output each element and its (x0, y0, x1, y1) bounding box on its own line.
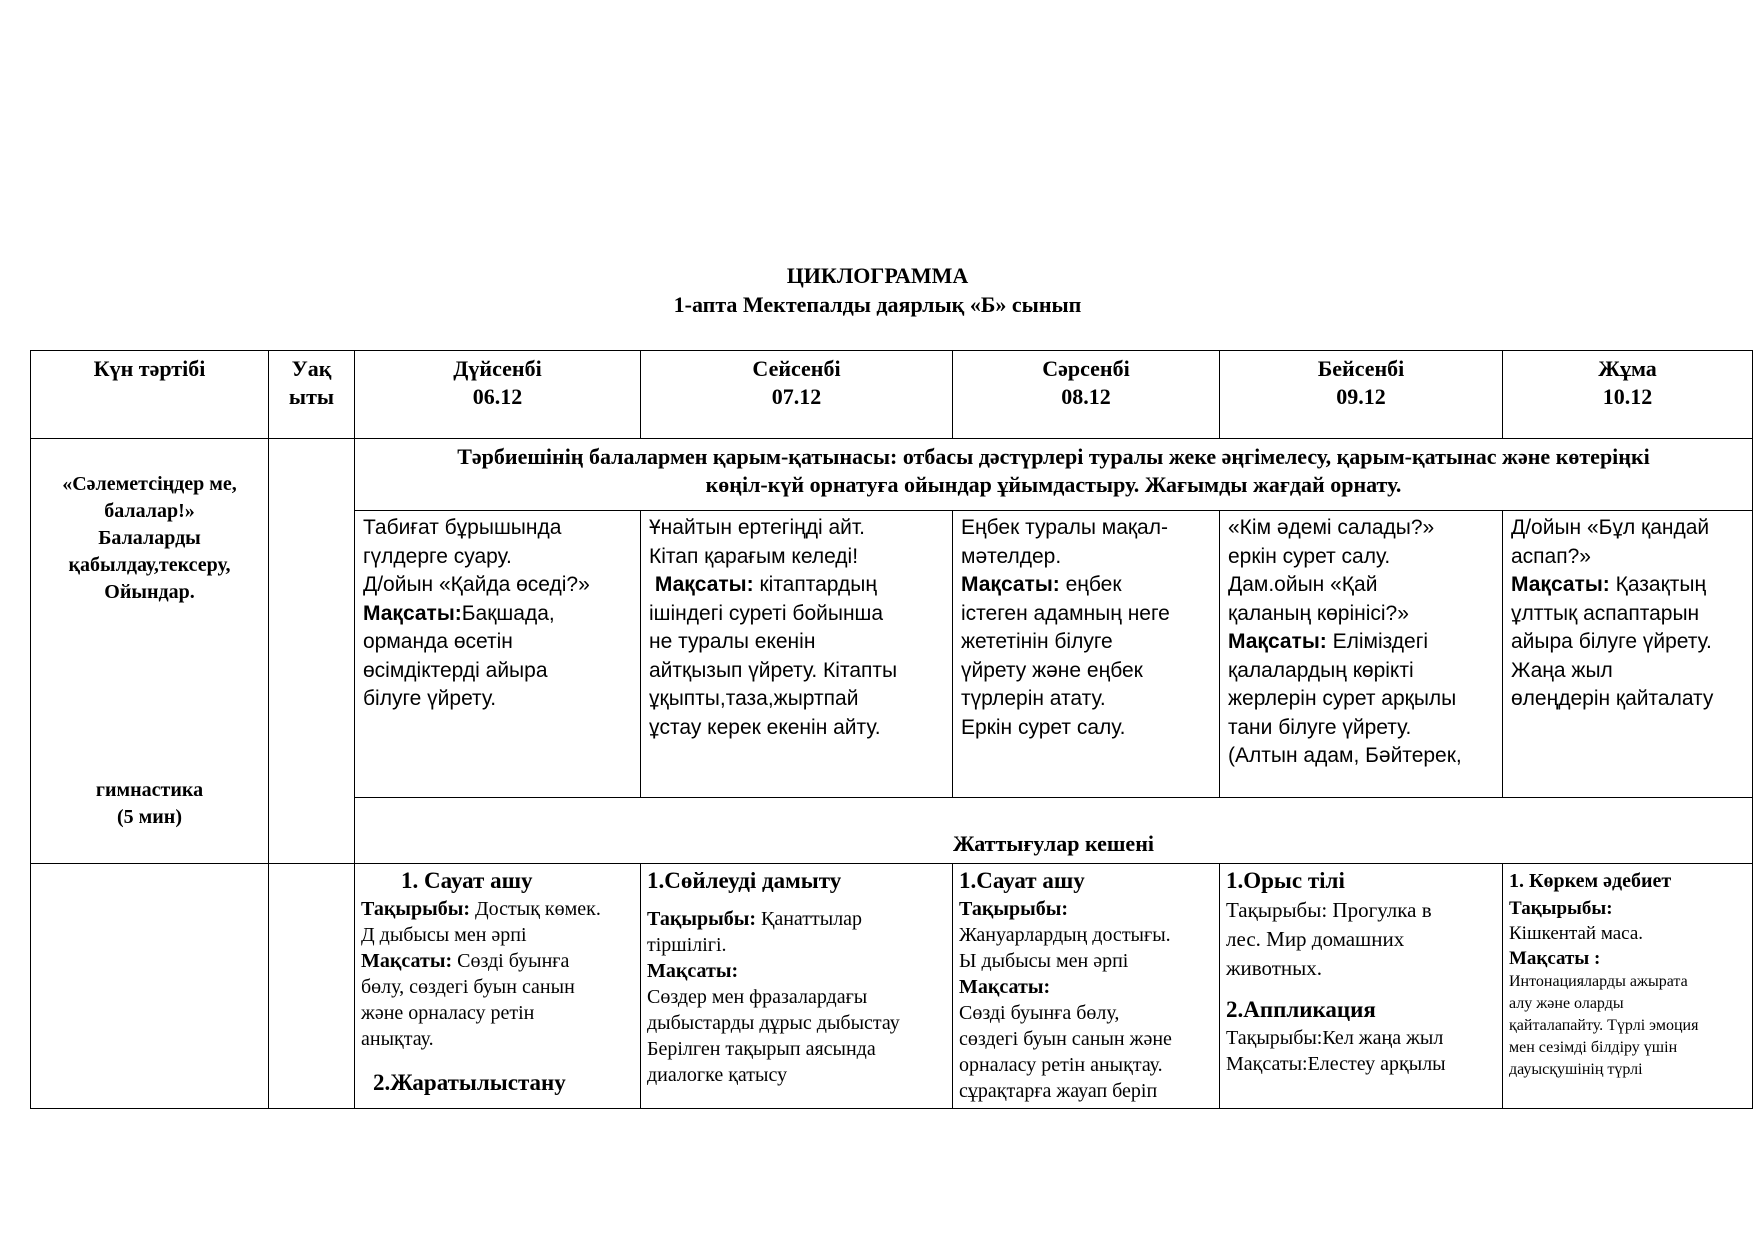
time-cell-lessons (269, 864, 355, 1109)
header-thursday: Бейсенбі 09.12 (1220, 351, 1503, 439)
lessons-row (31, 864, 1753, 1109)
cyclogram-table (30, 350, 1753, 1109)
activity-friday: Д/ойын «Бұл қандай аспап?» Мақсаты: Қазақтың ұлттық аспаптарын айыра білуге үйрету. Жаңа жыл өлеңдерін қайталату (1503, 511, 1753, 798)
lessons-wednesday: 1.Сауат ашу Тақырыбы: Жануарлардың достығы. Ы дыбысы мен әрпі Мақсаты: Сөзді буынға бөлу, сөздегі буын санын және орналасу ретін анықтау. сұрақтарға жауап беріп (953, 864, 1220, 1109)
routine-cell-morning: «Сәлеметсіңдер ме, балалар!» Балаларды қабылдау,тексеру, Ойындар. гимнастика (5 мин) (31, 439, 269, 864)
activity-monday: Табиғат бұрышында гүлдерге суару. Д/ойын «Қайда өседі?» Мақсаты:Бақшада, орманда өсетін өсімдіктерді айыра білуге үйрету. (355, 511, 641, 798)
header-row (31, 351, 1753, 439)
page-subtitle: 1-апта Мектепалды даярлық «Б» сынып (673, 292, 1082, 317)
banner-row (31, 439, 1753, 511)
communication-banner: Тәрбиешінің балалармен қарым-қатынасы: отбасы дәстүрлері туралы жеке әңгімелесу, қарым-қатынас және көтеріңкі көңіл-күй орнатуға ойындар ұйымдастыру. Жағымды жағдай орнату. (355, 439, 1753, 511)
exercises-label: Жаттығулар кешені (953, 831, 1154, 856)
exercises-cell (355, 798, 1753, 864)
page-title: ЦИКЛОГРАММА (786, 263, 969, 288)
header-friday: Жұма 10.12 (1503, 351, 1753, 439)
header-wednesday: Сәрсенбі 08.12 (953, 351, 1220, 439)
header-routine: Күн тәртібі (31, 351, 269, 439)
activity-thursday: «Кім әдемі салады?» еркін сурет салу. Дам.ойын «Қай қаланың көрінісі?» Мақсаты: Еліміздегі қалалардың көрікті жерлерін сурет арқылы тани білуге үйрету. (Алтын адам, Бәйтерек, (1220, 511, 1503, 798)
activity-wednesday: Еңбек туралы мақал- мәтелдер. Мақсаты: еңбек істеген адамның неге жететінін білуге үйрету және еңбек түрлерін атату. Еркін сурет салу. (953, 511, 1220, 798)
lessons-tuesday: 1.Сөйлеуді дамыту Тақырыбы: Қанаттылар тіршілігі. Мақсаты: Сөздер мен фразалардағы дыбыстарды дұрыс дыбыстау Берілген тақырып аясында диалогке қатысу (641, 864, 953, 1109)
gymnastics-label: гимнастика (5 мин) (95, 779, 204, 828)
header-time: Уақ ыты (269, 351, 355, 439)
lessons-thursday: 1.Орыс тілі Тақырыбы: Прогулка в лес. Мир домашних животных. 2.Аппликация Тақырыбы:Кел жаңа жыл Мақсаты:Елестеу арқылы (1220, 864, 1503, 1109)
header-monday: Дүйсенбі 06.12 (355, 351, 641, 439)
activity-tuesday: Ұнайтын ертегіңді айт. Кітап қарағым келеді! Мақсаты: кітаптардың ішіндегі суреті бойынша не туралы екенін айтқызып үйрету. Кітапты ұқыпты,таза,жыртпай ұстау керек екенін айту. (641, 511, 953, 798)
time-cell-morning (269, 439, 355, 864)
header-tuesday: Сейсенбі 07.12 (641, 351, 953, 439)
lessons-monday: 1. Сауат ашу Тақырыбы: Достық көмек. Д дыбысы мен әрпі Мақсаты: Сөзді буынға бөлу, сөздегі буын санын және орналасу ретін анықтау. 2.Жаратылыстану (355, 864, 641, 1109)
routine-cell-lessons (31, 864, 269, 1109)
lessons-friday: 1. Көркем әдебиет Тақырыбы: Кішкентай маса. Мақсаты : Интонацияларды ажырата алу және оларды қайталапайту. Түрлі эмоция мен сезімді білдіру үшін дауысқушінің түрлі (1503, 864, 1753, 1109)
